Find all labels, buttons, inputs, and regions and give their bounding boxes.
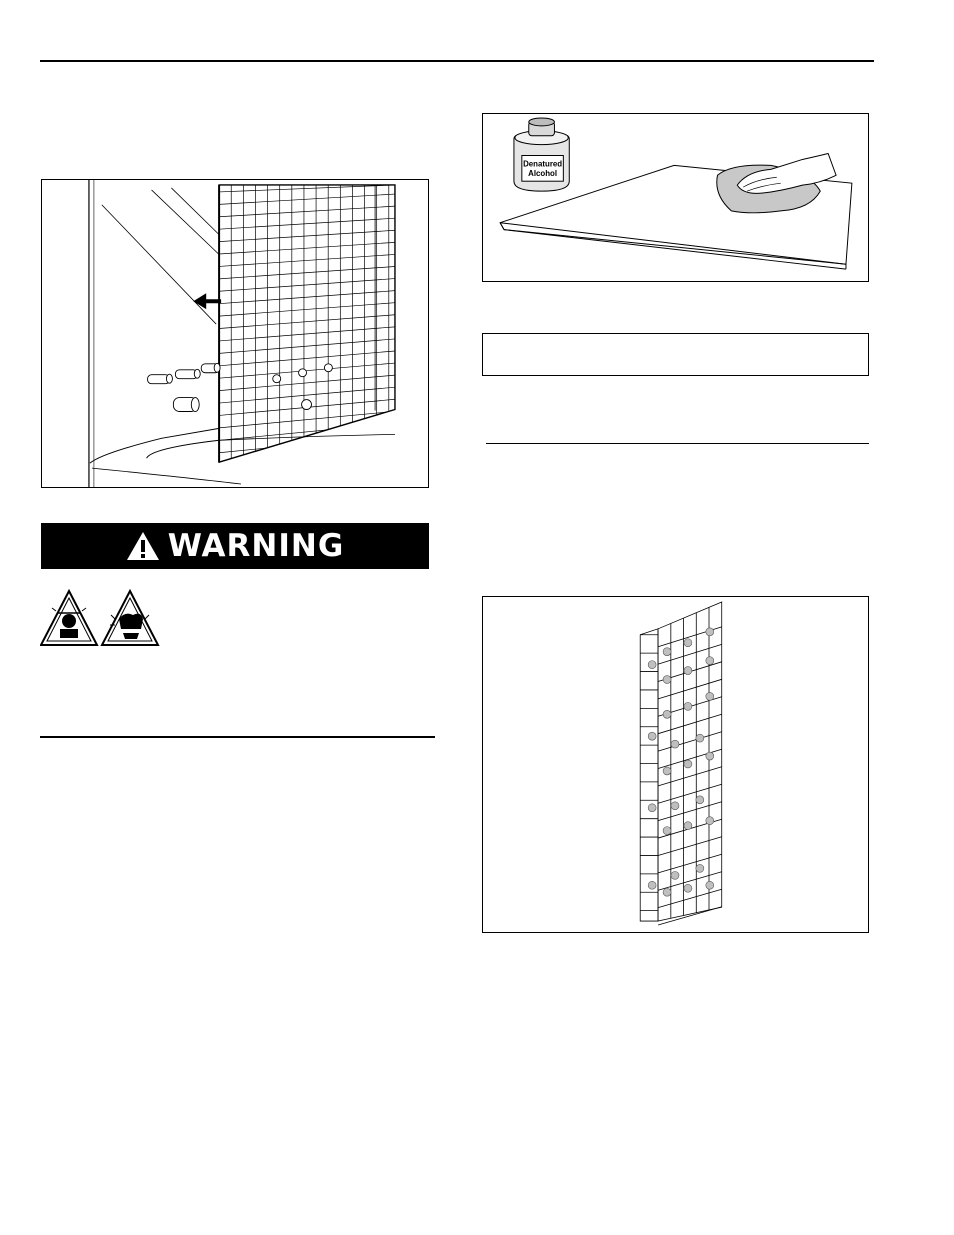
adhesive-dot [663,827,671,835]
adhesive-dot [706,817,714,825]
warning-triangle-icon [126,531,160,561]
adhesive-dot [684,667,692,675]
adhesive-dot [696,796,704,804]
adhesive-dot [684,639,692,647]
adhesive-dot [648,804,656,812]
shower-panel-illustration [41,179,429,488]
alcohol-cleaning-drawing [483,114,868,281]
shower-panel-drawing [42,180,428,487]
adhesive-dot [706,657,714,665]
section-divider-right [486,443,869,444]
adhesive-dot [706,881,714,889]
adhesive-panel-drawing [483,597,868,932]
adhesive-dot [671,871,679,879]
adhesive-dot [671,802,679,810]
header-rule [40,60,874,62]
note-box [482,333,869,376]
adhesive-dot [648,661,656,669]
adhesive-dot [663,648,671,656]
eye-protection-icon [41,591,97,645]
adhesive-dot [706,628,714,636]
warning-banner [41,523,429,569]
adhesive-dot [684,760,692,768]
adhesive-panel-illustration [482,596,869,933]
adhesive-dot [696,864,704,872]
adhesive-dot [684,822,692,830]
warning-label: WARNING [167,528,345,564]
can-label-line1: Denatured [523,159,563,169]
respiratory-protection-icon [102,591,158,645]
adhesive-dot [663,888,671,896]
adhesive-dot [706,752,714,760]
adhesive-dot [696,734,704,742]
adhesive-dot [648,881,656,889]
adhesive-dot [684,702,692,710]
adhesive-dot [648,732,656,740]
alcohol-cleaning-illustration [482,113,869,282]
section-divider-left [40,736,435,738]
adhesive-dot [663,676,671,684]
adhesive-dot [663,710,671,718]
adhesive-dot [684,884,692,892]
adhesive-dot [671,740,679,748]
adhesive-dot [706,692,714,700]
hazard-pictograms [40,589,160,647]
adhesive-dot [663,767,671,775]
alcohol-can [514,118,569,191]
can-label-line2: Alcohol [528,169,558,179]
